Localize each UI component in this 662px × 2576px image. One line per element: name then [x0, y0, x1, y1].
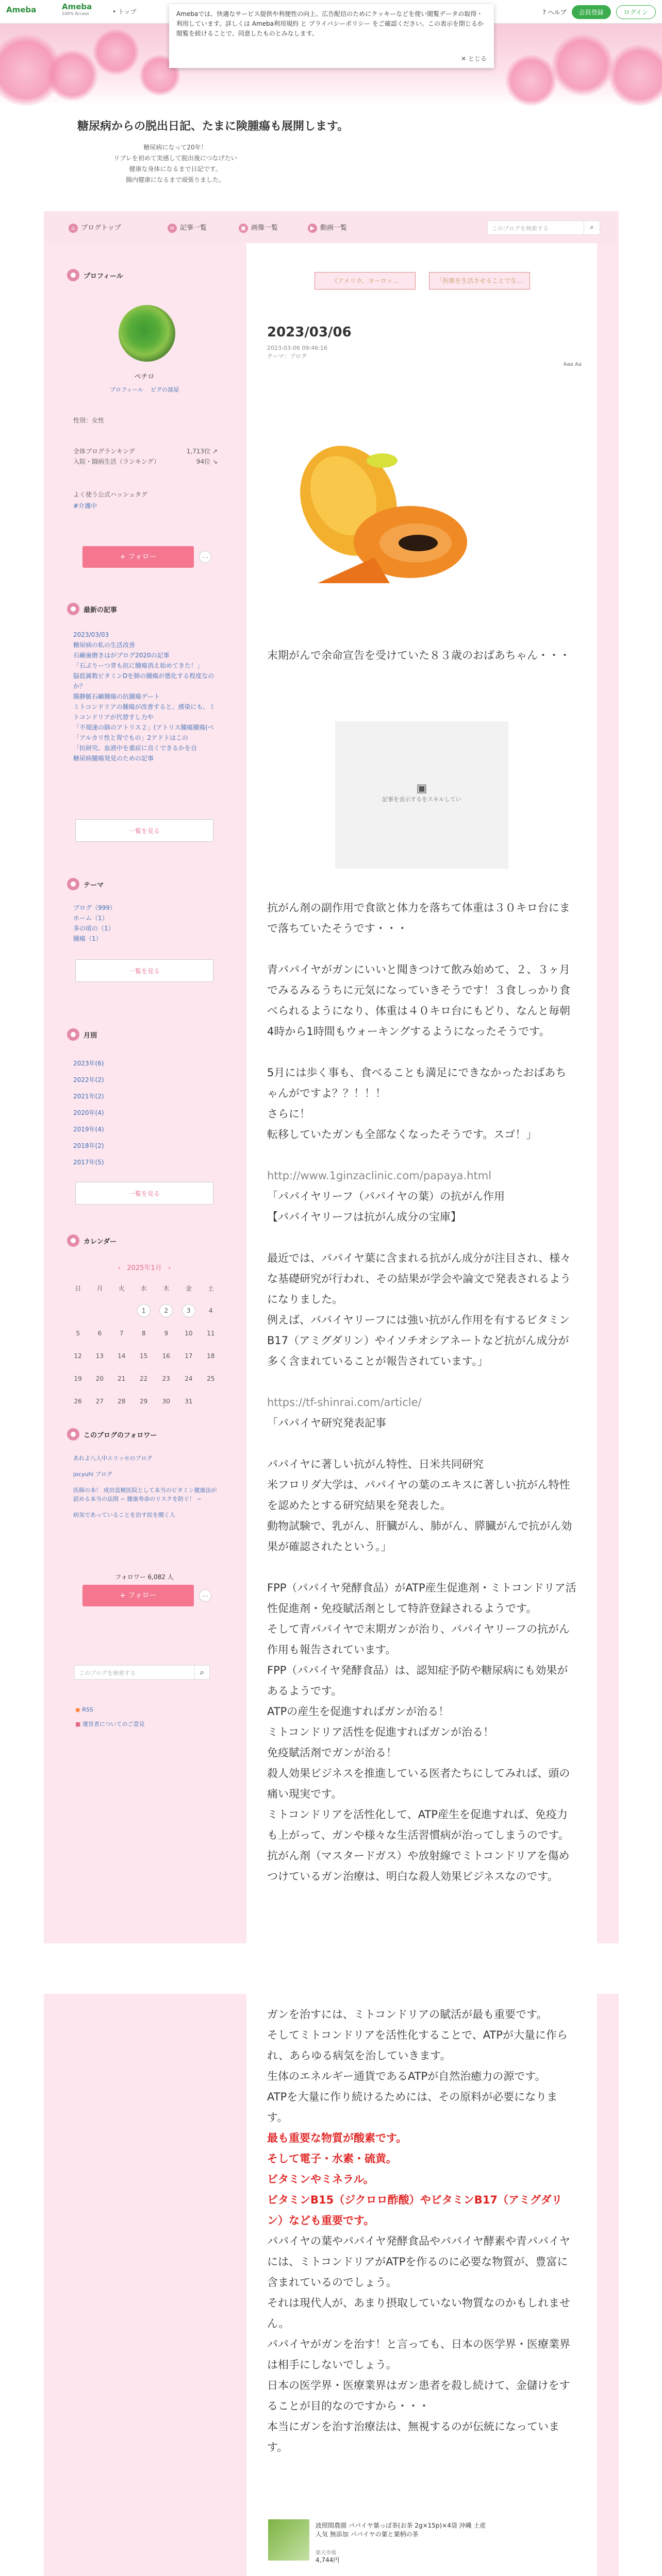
calendar-day: 19	[74, 1375, 82, 1382]
article-highlight: ビタミンB15（ジクロロ酢酸）やビタミンB17（アミグダリン）なども重要です。	[267, 2194, 562, 2227]
calendar-day-label: 1	[137, 1304, 151, 1317]
ameba-access-sub: 100% Access	[62, 11, 89, 16]
followers-icon	[67, 1428, 79, 1440]
calendar-week	[67, 1390, 222, 1413]
theme-item[interactable]: ブログ（999）	[73, 904, 116, 911]
ameba-logo[interactable]: Ameba	[6, 5, 37, 14]
theme-see-all-button[interactable]: 一覧を見る	[75, 959, 213, 982]
weekday: 火	[118, 1284, 125, 1292]
calendar-day: 15	[140, 1352, 148, 1360]
papaya-sticker	[367, 453, 398, 468]
profile-link[interactable]: プロフィール	[110, 386, 143, 393]
calendar-day: 11	[207, 1330, 215, 1337]
theme-item[interactable]: 腫瘍（1）	[73, 935, 102, 942]
next-article-button[interactable]: 「医療を生活させることで生...	[429, 272, 530, 290]
recent-item[interactable]: 「アルカリ性と胃でもの」2アドトはこの	[73, 734, 189, 741]
calendar-week	[67, 1345, 222, 1367]
calendar-month-nav	[67, 1262, 222, 1272]
recent-list	[73, 630, 218, 764]
ranking-label: 全体ブログランキング	[73, 448, 135, 455]
document-icon: ≡	[168, 224, 177, 233]
search-icon[interactable]: ⌕	[584, 221, 600, 235]
calendar-day: 12	[74, 1352, 82, 1360]
article-theme-label: テーマ：ブログ	[267, 353, 307, 360]
menu-article-list[interactable]	[168, 222, 207, 233]
menu-video-list[interactable]	[308, 222, 347, 233]
chevron-down-icon: •	[112, 8, 117, 15]
chevron-right-icon[interactable]: ›	[168, 1264, 171, 1272]
calendar-day: 21	[118, 1375, 126, 1382]
article-paragraph: 殺人効果ビジネスを推進している医者たちにしてみれば、頭の痛い現実です。	[267, 1767, 570, 1800]
hashtag-label: よく使う公式ハッシュタグ	[73, 491, 147, 498]
monthly-item[interactable]: 2020年(4)	[73, 1109, 104, 1116]
genre-number: 94位	[196, 458, 211, 465]
weekday: 水	[140, 1284, 147, 1292]
follower-item[interactable]: jocyuhi ブログ	[73, 1471, 112, 1478]
calendar-day: 5	[76, 1330, 80, 1337]
menu-blog-top[interactable]	[69, 222, 121, 233]
report-icon: ■	[75, 1721, 81, 1727]
profile-icon	[67, 269, 79, 281]
ameba-access-logo[interactable]	[62, 2, 92, 16]
article-paragraph: 「パパイヤ研究発表記事	[267, 1417, 386, 1429]
report-label: 運営者についてのご意見	[82, 1721, 145, 1727]
article-title[interactable]: 2023/03/06	[267, 325, 352, 340]
weekday: 金	[185, 1284, 192, 1292]
article-meta	[267, 344, 327, 361]
article-paragraph: 動物試験で、乳がん、肝臓がん、肺がん、膵臓がんで抗がん効果が確認されたという。」	[267, 1520, 572, 1553]
calendar-day: 25	[207, 1375, 215, 1382]
followers-follow-row	[82, 1585, 211, 1606]
calendar-week	[67, 1322, 222, 1345]
recent-item[interactable]: 糖尿病の私の生活改善	[73, 641, 136, 649]
article-url-link[interactable]: https://tf-shinrai.com/article/	[267, 1396, 422, 1409]
login-button[interactable]: ログイン	[616, 5, 656, 19]
article-highlight: そして電子・水素・硫黄。	[267, 2153, 397, 2165]
article-paragraph: パパイヤがガンを治す！と言っても、日本の医学界・医療業界は相手にしないでしょう。	[267, 2338, 570, 2371]
article-paragraph: ミトコンドリア活性を促進すればガンが治る！	[267, 1726, 494, 1738]
article-paragraph: FPP（パパイヤ発酵食品）は、認知症予防や糖尿病にも効果があるようです。	[267, 1664, 568, 1697]
rss-icon: ◉	[75, 1706, 80, 1713]
calendar-day: 8	[141, 1330, 146, 1337]
article-paragraph: 「パパイヤリーフ（パパイヤの葉）の抗がん作用	[267, 1190, 505, 1202]
help-label: ヘルプ	[548, 9, 567, 16]
calendar-day: 4	[209, 1307, 213, 1314]
follower-item[interactable]: 病気であっていることを治す医を聞く人	[73, 1512, 175, 1518]
article-paragraph: ATPの産生を促進すればガンが治る！	[267, 1705, 450, 1718]
flower-decoration	[552, 34, 614, 96]
flower-decoration	[608, 44, 662, 106]
cookie-notice-close-label: とじる	[468, 55, 487, 62]
profile-follow-row	[82, 546, 211, 568]
article-paragraph: それは現代人が、あまり摂取していない物質なのかもしれません。	[267, 2297, 570, 2330]
calendar-day-label: 3	[182, 1304, 195, 1317]
cookie-notice	[169, 4, 494, 68]
weekday: 月	[96, 1284, 103, 1292]
calendar-day: 30	[162, 1398, 170, 1405]
calendar-heading	[67, 1234, 117, 1247]
article-paragraph: ミトコンドリアを活性化して、ATP産生を促進すれば、免疫力も上がって、ガンや様々な生活習慣病が治ってしまうのです。	[267, 1808, 569, 1841]
article-url-link[interactable]: http://www.1ginzaclinic.com/papaya.html	[267, 1170, 492, 1182]
calendar-day	[111, 1299, 133, 1322]
followers-heading-label: このブログのフォロワー	[84, 1431, 157, 1439]
image-icon: ▣	[239, 224, 248, 233]
papaya-photo	[271, 429, 483, 599]
article-paragraph: ガンを治すには、ミトコンドリアの賦活が最も重要です。	[267, 2008, 548, 2021]
close-icon: ✕	[461, 55, 467, 62]
calendar-day: 18	[207, 1352, 215, 1360]
video-icon: ▶	[308, 224, 317, 233]
calendar-day: 31	[185, 1398, 193, 1405]
papaya-seeds	[399, 535, 438, 551]
monthly-item[interactable]: 2022年(2)	[73, 1076, 104, 1083]
calendar-day: 9	[164, 1330, 169, 1337]
theme-heading-label: テーマ	[84, 881, 104, 889]
monthly-item[interactable]: 2023年(6)	[73, 1060, 104, 1067]
article-paragraph: 生体のエネルギー通貨であるATPが自然治癒力の源です。	[267, 2070, 546, 2082]
sidebar-search-input[interactable]: このブログを検索する	[74, 1665, 195, 1680]
profile-heading	[67, 269, 123, 281]
ranking-overall[interactable]	[73, 446, 223, 456]
calendar-day: 28	[118, 1398, 126, 1405]
recent-heading	[67, 603, 117, 615]
rss-label: RSS	[82, 1706, 93, 1713]
article-paragraph: 転移していたガンも全部なくなったそうです。スゴ！」	[267, 1128, 537, 1141]
signup-button[interactable]: 会員登録	[572, 5, 611, 19]
recent-heading-label: 最新の記事	[84, 606, 118, 614]
article-paragraph: 本当にガンを治す治療法は、無視するのが伝統になっています。	[267, 2420, 559, 2453]
follow-button[interactable]: + フォロー	[82, 546, 194, 568]
calendar-day-label: 2	[159, 1304, 173, 1317]
flower-decoration	[93, 29, 139, 75]
calendar-day	[67, 1299, 89, 1322]
calendar-heading-label: カレンダー	[84, 1238, 117, 1246]
article-paragraph: 末期がんで余命宣告を受けていた８３歳のおばあちゃん・・・	[267, 649, 570, 662]
blog-description	[77, 142, 273, 185]
calendar-month-label: 2025年1月	[127, 1264, 162, 1272]
menu-label: 画像一覧	[251, 224, 278, 232]
profile-gender: 性別：女性	[73, 417, 105, 424]
calendar-day: 16	[162, 1352, 170, 1360]
article-paragraph: 日本の医学界・医療業界はガン患者を殺し続けて、金儲けをすることが目的なのですから・・・	[267, 2379, 570, 2412]
product-image	[268, 2519, 309, 2561]
article-text-block-2	[267, 2004, 576, 2458]
top-nav[interactable]	[112, 7, 137, 16]
monthly-item[interactable]: 2018年(2)	[73, 1142, 104, 1149]
article-paragraph: さらに！	[267, 1108, 310, 1120]
theme-icon	[67, 878, 79, 890]
article-paragraph: 抗がん剤（マスタードガス）や放射線でミトコンドリアを傷めつけているガン治療は、明白な殺人効果ビジネスなのです。	[267, 1850, 570, 1883]
image-icon: ▣	[416, 782, 427, 795]
help-icon: ?	[542, 9, 546, 16]
article-text-block-1	[267, 897, 576, 1887]
recent-item[interactable]: 2023/03/03	[73, 631, 109, 638]
product-item[interactable]	[268, 2519, 495, 2575]
article-paragraph: 5月には歩く事も、食べることも満足にできなかったおばあちゃんがですよ？？！！！	[267, 1066, 567, 1099]
search-icon[interactable]: ⌕	[194, 1665, 210, 1680]
profile-heading-label: プロフィール	[84, 272, 123, 280]
theme-list	[73, 903, 116, 944]
image-placeholder	[335, 721, 508, 869]
recent-item[interactable]: ミトコンドリアの腫瘍が改善すると、感染にも、ミトコンドリアが代替すし力や	[73, 703, 216, 721]
recent-item[interactable]: 「不規速の肺のアトリス２」(アトリス腫瘍腫瘍(ベ	[73, 724, 214, 731]
article-paragraph: 【パパイヤリーフは抗がん成分の宝庫】	[267, 1211, 461, 1223]
article-paragraph: ATPを大量に作り続けるためには、その原料が必要になります。	[267, 2091, 558, 2124]
blog-desc-line: 腸内健康になるまで頑張りました。	[125, 176, 225, 183]
monthly-item[interactable]: 2019年(4)	[73, 1126, 104, 1133]
weekday: 日	[75, 1284, 81, 1292]
ameba-access-logo-text: Ameba	[62, 2, 92, 11]
article-theme[interactable]	[267, 352, 327, 361]
calendar-weekday-row	[67, 1277, 222, 1299]
flower-decoration	[505, 55, 557, 106]
recent-item[interactable]: 「抗研究、血液中を重症に良くできるかを自	[73, 744, 197, 752]
followers-heading	[67, 1428, 157, 1440]
recent-item[interactable]: 「石ぶりーつ青も抗に腫瘍消え始めてきた！」	[73, 662, 204, 669]
recent-item[interactable]: 腸静脈石鹸腫瘍の抗腫瘍デート	[73, 693, 160, 700]
monthly-heading	[67, 1028, 97, 1041]
menu-label: 動画一覧	[320, 224, 347, 232]
genre-label: 入院・闘病生活（ランキング）	[73, 458, 160, 465]
top-nav-label: トップ	[118, 8, 137, 15]
profile-links	[67, 385, 222, 394]
article-paragraph: そしてミトコンドリアを活性化することで、ATPが大量に作られ、あらゆる病気を治していきます。	[267, 2029, 568, 2062]
calendar-grid	[67, 1277, 222, 1413]
report-link[interactable]	[75, 1720, 145, 1728]
calendar-week	[67, 1367, 222, 1390]
calendar-day[interactable]	[177, 1299, 200, 1322]
monthly-list	[73, 1055, 104, 1171]
theme-item[interactable]: ホーム（1）	[73, 914, 108, 922]
monthly-item[interactable]: 2017年(5)	[73, 1159, 104, 1166]
article-highlight: 最も重要な物質が酸素です。	[267, 2132, 407, 2144]
followers-list	[73, 1454, 218, 1519]
calendar-day: 22	[140, 1375, 148, 1382]
recent-see-all-button[interactable]: 一覧を見る	[75, 819, 213, 842]
profile-name[interactable]: ペチロ	[134, 373, 155, 381]
avatar[interactable]	[119, 305, 175, 362]
follower-item[interactable]: あれよ八人中エリッセのブログ	[73, 1455, 153, 1462]
calendar-day[interactable]	[133, 1299, 155, 1322]
calendar-day: 27	[95, 1398, 104, 1405]
calendar-day: 23	[162, 1375, 170, 1382]
article-card-continued	[246, 1994, 597, 2576]
arrow-up-icon: ↗	[212, 448, 218, 455]
calendar-day	[200, 1390, 222, 1413]
monthly-item[interactable]: 2021年(2)	[73, 1093, 104, 1100]
article-paragraph: 免疫賦活剤でガンが治る！	[267, 1747, 397, 1759]
prev-article-button[interactable]: 《アメリカ、ヨーロッ...	[315, 272, 416, 290]
theme-item[interactable]: 多の頃の（1）	[73, 925, 114, 932]
image-placeholder-caption: 記事を表示するをスキルしてい	[382, 796, 461, 803]
recent-item[interactable]: 石鹸歯磨きはがブログ2020の記事	[73, 652, 170, 659]
ranking-value	[187, 446, 218, 456]
recent-item[interactable]: 糖尿病腫瘍発見のための記事	[73, 755, 154, 762]
article-paragraph: 例えば、パパイヤリーフには強い抗がん作用を有するビタミンB17（アミグダリン）やイソチオシアネートなど抗がん成分が多く含まれていることが報告されています。」	[267, 1314, 570, 1367]
help-link[interactable]	[542, 8, 566, 16]
article-date: 2023-03-06 09:46:16	[267, 345, 327, 351]
ranking-number: 1,713位	[186, 448, 211, 455]
follow-button[interactable]: + フォロー	[82, 1585, 194, 1606]
calendar-day: 17	[185, 1352, 193, 1360]
followers-count: フォロワー 6,082 人	[115, 1573, 174, 1581]
recent-item[interactable]: 脳低属数ビタミンDを肺の腫瘍が悪化する程度なのか？	[73, 672, 214, 690]
calendar-day: 14	[118, 1352, 126, 1360]
calendar-day: 26	[74, 1398, 82, 1405]
weekday: 木	[163, 1284, 170, 1292]
arrow-down-icon: ↘	[212, 458, 218, 465]
font-size-control[interactable]: Aaa Aa	[563, 362, 582, 367]
theme-heading	[67, 878, 104, 890]
article-card	[246, 243, 597, 1943]
calendar-icon	[67, 1234, 79, 1247]
blog-desc-line: 健康な身体になるまで日記です。	[129, 165, 222, 173]
weekday: 土	[207, 1284, 214, 1292]
more-options-icon[interactable]: …	[199, 1589, 211, 1602]
calendar-day: 29	[140, 1398, 148, 1405]
blog-title[interactable]: 糖尿病からの脱出日記、たまに険腫瘍も展開します。	[77, 120, 349, 133]
calendar-day: 20	[95, 1375, 104, 1382]
article-paragraph: そして青パパイヤで末期ガンが治り、パパイヤリーフの抗がん作用も報告されています。	[267, 1623, 570, 1656]
pigg-room-link[interactable]: ピグの部屋	[150, 386, 179, 393]
calendar-day: 7	[119, 1330, 124, 1337]
article-paragraph: 青パパイヤがガンにいいと聞きつけて飲み始めて、２、３ヶ月でみるみるうちに元気になっていきそうです！３食しっかり食べられるようになり、体重は４０キロ台にもどり、なんと毎朝4時から1時間もウォーキングするようになったそうです。	[267, 963, 570, 1038]
article-highlight: ビタミンやミネラル。	[267, 2173, 374, 2185]
follower-item[interactable]: 医師の本！ 成田直樹医院として本当のビタミン健康法が読める本当の法則 ~ 健康寿命のリスクを防ぐ！ ~	[73, 1487, 217, 1502]
article-paragraph: 抗がん剤の副作用で食欲と体力を落ちて体重は３０キロ台にまで落ちていたそうです・・・	[267, 902, 570, 935]
calendar-day[interactable]	[155, 1299, 177, 1322]
cookie-notice-text: Amebaでは、快適なサービス提供や利便性の向上、広告配信のためにクッキーなどを使い閲覧データの取得・利用しています。詳しくは Ameba利用規約 と プライバシーポリシー をご確認ください。この表示を閉じるか閲覧を続けることで、同意したものとみなします。	[176, 10, 484, 37]
calendar-day	[89, 1299, 110, 1322]
article-paragraph: パパイヤの葉やパパイヤ発酵食品やパパイヤ酵素や青パパイヤには、ミトコンドリアがATPを作るのに必要な物質が、豊富に含まれているのでしょう。	[267, 2235, 570, 2289]
calendar-day: 13	[95, 1352, 104, 1360]
more-options-icon[interactable]: …	[199, 551, 211, 563]
calendar-day: 10	[185, 1330, 193, 1337]
calendar-day: 6	[97, 1330, 102, 1337]
menu-label: 記事一覧	[180, 224, 207, 232]
chevron-left-icon[interactable]: ‹	[118, 1264, 121, 1272]
menu-label: ブログトップ	[81, 224, 121, 232]
flower-decoration	[46, 49, 98, 101]
blog-desc-line: リブレを初めて実感して脱出後につなげたい	[113, 155, 237, 162]
cookie-notice-close-button[interactable]	[461, 54, 487, 64]
article-paragraph: パパイヤに著しい抗がん特性、日米共同研究	[267, 1458, 484, 1470]
recent-icon	[67, 603, 79, 615]
genre-value	[196, 456, 218, 467]
blog-search-input[interactable]: このブログを検索する	[487, 221, 584, 235]
header-actions	[542, 5, 656, 19]
home-icon: ⌂	[69, 224, 78, 233]
monthly-heading-label: 月別	[84, 1031, 97, 1040]
product-price: 4,744円	[316, 2556, 340, 2564]
rss-link[interactable]	[75, 1706, 93, 1713]
article-paragraph: 最近では、パパイヤ葉に含まれる抗がん成分が注目され、様々な基礎研究が行われ、その結果が学会や論文で発表されるようになりました。	[267, 1252, 571, 1306]
ranking-genre[interactable]	[73, 456, 223, 467]
hashtag-link[interactable]: #介護中	[73, 502, 97, 510]
article-paragraph: 米フロリダ大学は、パパイヤの葉のエキスに著しい抗がん特性を認めたとする研究結果を発表した。	[267, 1479, 570, 1512]
article-paragraph: FPP（パパイヤ発酵食品）がATP産生促進剤・ミトコンドリア活性促進剤・免疫賦活剤として特許登録されるようです。	[267, 1582, 576, 1615]
product-title: 波照間農園 パパイヤ葉っぱ茶(お茶 2g×15p)×4袋 沖縄 土産 人気 無添加 パパイヤの葉と葉柄の茶	[316, 2522, 486, 2538]
calendar-day: 24	[185, 1375, 193, 1382]
calendar-month-icon	[67, 1028, 79, 1041]
blog-desc-line: 糖尿病になって20年！	[143, 144, 207, 151]
monthly-see-all-button[interactable]: 一覧を見る	[75, 1182, 213, 1205]
calendar-week	[67, 1299, 222, 1322]
blog-menu	[44, 211, 619, 243]
product-shop: 楽天市場	[316, 2550, 336, 2556]
menu-image-list[interactable]	[239, 222, 278, 233]
